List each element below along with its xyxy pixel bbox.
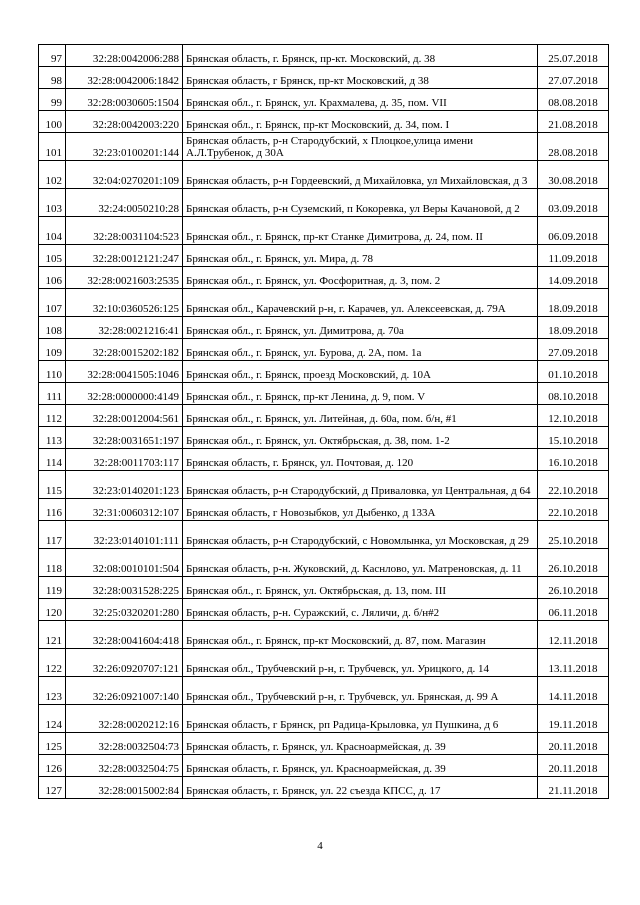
row-number: 98: [39, 67, 66, 89]
table-row: [39, 777, 609, 799]
date: 27.09.2018: [538, 339, 609, 361]
address: Брянская обл., г. Брянск, ул. Мира, д. 78: [183, 245, 538, 267]
date: 21.08.2018: [538, 111, 609, 133]
cadastral-number: 32:31:0060312:107: [66, 499, 183, 521]
date: 11.09.2018: [538, 245, 609, 267]
table-row: [39, 361, 609, 383]
address: Брянская обл., г. Брянск, пр-кт Московский, д. 87, пом. Магазин: [183, 621, 538, 649]
table-row: [39, 383, 609, 405]
table-row: [39, 89, 609, 111]
cadastral-number: 32:23:0140201:123: [66, 471, 183, 499]
address: Брянская обл., Трубчевский р-н, г. Трубчевск, ул. Урицкого, д. 14: [183, 649, 538, 677]
row-number: 121: [39, 621, 66, 649]
date: 06.11.2018: [538, 599, 609, 621]
table-row: [39, 189, 609, 217]
address: Брянская обл., г. Брянск, пр-кт Московский, д. 34, пом. I: [183, 111, 538, 133]
table-row: [39, 549, 609, 577]
address: Брянская обл., Карачевский р-н, г. Карачев, ул. Алексеевская, д. 79А: [183, 289, 538, 317]
date: 16.10.2018: [538, 449, 609, 471]
registry-table-body: [39, 45, 609, 799]
cadastral-number: 32:28:0012121:247: [66, 245, 183, 267]
date: 20.11.2018: [538, 755, 609, 777]
address: Брянская область, г. Брянск, ул. Почтовая, д. 120: [183, 449, 538, 471]
row-number: 113: [39, 427, 66, 449]
table-row: [39, 67, 609, 89]
table-row: [39, 317, 609, 339]
row-number: 107: [39, 289, 66, 317]
date: 26.10.2018: [538, 577, 609, 599]
row-number: 109: [39, 339, 66, 361]
address: Брянская обл., г. Брянск, ул. Октябрьская, д. 13, пом. III: [183, 577, 538, 599]
table-row: [39, 733, 609, 755]
cadastral-number: 32:28:0042003:220: [66, 111, 183, 133]
table-row: [39, 217, 609, 245]
date: 18.09.2018: [538, 317, 609, 339]
document-page: [38, 44, 609, 799]
table-row: [39, 471, 609, 499]
cadastral-number: 32:24:0050210:28: [66, 189, 183, 217]
row-number: 99: [39, 89, 66, 111]
row-number: 110: [39, 361, 66, 383]
row-number: 111: [39, 383, 66, 405]
cadastral-number: 32:28:0015202:182: [66, 339, 183, 361]
row-number: 119: [39, 577, 66, 599]
address: Брянская обл., Трубчевский р-н, г. Трубчевск, ул. Брянская, д. 99 А: [183, 677, 538, 705]
address: Брянская область, р-н Стародубский, х Плоцкое,улица имени А.Л.Трубенок, д 30А: [183, 133, 538, 161]
cadastral-number: 32:26:0920707:121: [66, 649, 183, 677]
row-number: 100: [39, 111, 66, 133]
table-row: [39, 599, 609, 621]
cadastral-number: 32:28:0012004:561: [66, 405, 183, 427]
date: 22.10.2018: [538, 499, 609, 521]
date: 14.09.2018: [538, 267, 609, 289]
address: Брянская обл., г. Брянск, ул. Литейная, д. 60а, пом. б/н, #1: [183, 405, 538, 427]
date: 12.10.2018: [538, 405, 609, 427]
table-row: [39, 133, 609, 161]
date: 21.11.2018: [538, 777, 609, 799]
row-number: 126: [39, 755, 66, 777]
table-row: [39, 705, 609, 733]
address: Брянская область, р-н Гордеевский, д Михайловка, ул Михайловская, д 3: [183, 161, 538, 189]
date: 19.11.2018: [538, 705, 609, 733]
table-row: [39, 577, 609, 599]
cadastral-number: 32:28:0000000:4149: [66, 383, 183, 405]
address: Брянская обл., г. Брянск, пр-кт Станке Димитрова, д. 24, пом. II: [183, 217, 538, 245]
cadastral-number: 32:28:0041604:418: [66, 621, 183, 649]
cadastral-number: 32:04:0270201:109: [66, 161, 183, 189]
date: 27.07.2018: [538, 67, 609, 89]
row-number: 101: [39, 133, 66, 161]
date: 20.11.2018: [538, 733, 609, 755]
table-row: [39, 45, 609, 67]
address: Брянская область, г. Брянск, ул. Красноармейская, д. 39: [183, 755, 538, 777]
date: 01.10.2018: [538, 361, 609, 383]
date: 18.09.2018: [538, 289, 609, 317]
address: Брянская область, р-н. Жуковский, д. Каснлово, ул. Матреновская, д. 11: [183, 549, 538, 577]
date: 14.11.2018: [538, 677, 609, 705]
row-number: 123: [39, 677, 66, 705]
cadastral-number: 32:10:0360526:125: [66, 289, 183, 317]
date: 25.10.2018: [538, 521, 609, 549]
date: 12.11.2018: [538, 621, 609, 649]
address: Брянская область, г Брянск, пр-кт Московский, д 38: [183, 67, 538, 89]
date: 26.10.2018: [538, 549, 609, 577]
cadastral-number: 32:08:0010101:504: [66, 549, 183, 577]
cadastral-number: 32:28:0031651:197: [66, 427, 183, 449]
cadastral-number: 32:26:0921007:140: [66, 677, 183, 705]
table-row: [39, 405, 609, 427]
cadastral-number: 32:28:0015002:84: [66, 777, 183, 799]
cadastral-number: 32:25:0320201:280: [66, 599, 183, 621]
row-number: 127: [39, 777, 66, 799]
date: 22.10.2018: [538, 471, 609, 499]
address: Брянская обл., г. Брянск, проезд Московский, д. 10А: [183, 361, 538, 383]
row-number: 103: [39, 189, 66, 217]
address: Брянская обл., г. Брянск, ул. Димитрова, д. 70а: [183, 317, 538, 339]
address: Брянская область, г. Брянск, ул. Красноармейская, д. 39: [183, 733, 538, 755]
cadastral-number: 32:28:0021603:2535: [66, 267, 183, 289]
address: Брянская обл., г. Брянск, пр-кт Ленина, д. 9, пом. V: [183, 383, 538, 405]
row-number: 124: [39, 705, 66, 733]
date: 08.10.2018: [538, 383, 609, 405]
table-row: [39, 267, 609, 289]
address: Брянская область, р-н. Суражский, с. Ляличи, д. б/н#2: [183, 599, 538, 621]
cadastral-number: 32:28:0042006:1842: [66, 67, 183, 89]
date: 25.07.2018: [538, 45, 609, 67]
date: 06.09.2018: [538, 217, 609, 245]
date: 30.08.2018: [538, 161, 609, 189]
date: 28.08.2018: [538, 133, 609, 161]
row-number: 105: [39, 245, 66, 267]
row-number: 104: [39, 217, 66, 245]
row-number: 115: [39, 471, 66, 499]
row-number: 117: [39, 521, 66, 549]
row-number: 122: [39, 649, 66, 677]
table-row: [39, 111, 609, 133]
address: Брянская область, г. Брянск, ул. 22 съезда КПСС, д. 17: [183, 777, 538, 799]
cadastral-number: 32:28:0042006:288: [66, 45, 183, 67]
address: Брянская область, г. Брянск, пр-кт. Московский, д. 38: [183, 45, 538, 67]
table-row: [39, 649, 609, 677]
row-number: 114: [39, 449, 66, 471]
row-number: 102: [39, 161, 66, 189]
address: Брянская обл., г. Брянск, ул. Октябрьская, д. 38, пом. 1-2: [183, 427, 538, 449]
cadastral-number: 32:23:0140101:111: [66, 521, 183, 549]
table-row: [39, 245, 609, 267]
cadastral-number: 32:28:0032504:73: [66, 733, 183, 755]
cadastral-number: 32:28:0041505:1046: [66, 361, 183, 383]
page-number: 4: [317, 840, 323, 852]
date: 13.11.2018: [538, 649, 609, 677]
row-number: 112: [39, 405, 66, 427]
address: Брянская область, р-н Стародубский, с Новомлынка, ул Московская, д 29: [183, 521, 538, 549]
address: Брянская область, г Брянск, рп Радица-Крыловка, ул Пушкина, д 6: [183, 705, 538, 733]
registry-table: [38, 44, 609, 799]
cadastral-number: 32:28:0031528:225: [66, 577, 183, 599]
cadastral-number: 32:28:0021216:41: [66, 317, 183, 339]
row-number: 125: [39, 733, 66, 755]
address: Брянская обл., г. Брянск, ул. Бурова, д. 2А, пом. 1а: [183, 339, 538, 361]
cadastral-number: 32:28:0032504:75: [66, 755, 183, 777]
table-row: [39, 427, 609, 449]
cadastral-number: 32:28:0011703:117: [66, 449, 183, 471]
date: 03.09.2018: [538, 189, 609, 217]
address: Брянская обл., г. Брянск, ул. Крахмалева, д. 35, пом. VII: [183, 89, 538, 111]
cadastral-number: 32:28:0020212:16: [66, 705, 183, 733]
table-row: [39, 289, 609, 317]
cadastral-number: 32:23:0100201:144: [66, 133, 183, 161]
table-row: [39, 339, 609, 361]
table-row: [39, 677, 609, 705]
address: Брянская область, р-н Суземский, п Кокоревка, ул Веры Качановой, д 2: [183, 189, 538, 217]
table-row: [39, 449, 609, 471]
date: 15.10.2018: [538, 427, 609, 449]
cadastral-number: 32:28:0030605:1504: [66, 89, 183, 111]
row-number: 118: [39, 549, 66, 577]
table-row: [39, 499, 609, 521]
table-row: [39, 755, 609, 777]
address: Брянская обл., г. Брянск, ул. Фосфоритная, д. 3, пом. 2: [183, 267, 538, 289]
address: Брянская область, р-н Стародубский, д Приваловка, ул Центральная, д 64: [183, 471, 538, 499]
row-number: 108: [39, 317, 66, 339]
address: Брянская область, г Новозыбков, ул Дыбенко, д 133А: [183, 499, 538, 521]
table-row: [39, 621, 609, 649]
cadastral-number: 32:28:0031104:523: [66, 217, 183, 245]
table-row: [39, 161, 609, 189]
row-number: 120: [39, 599, 66, 621]
row-number: 106: [39, 267, 66, 289]
row-number: 116: [39, 499, 66, 521]
table-row: [39, 521, 609, 549]
date: 08.08.2018: [538, 89, 609, 111]
row-number: 97: [39, 45, 66, 67]
